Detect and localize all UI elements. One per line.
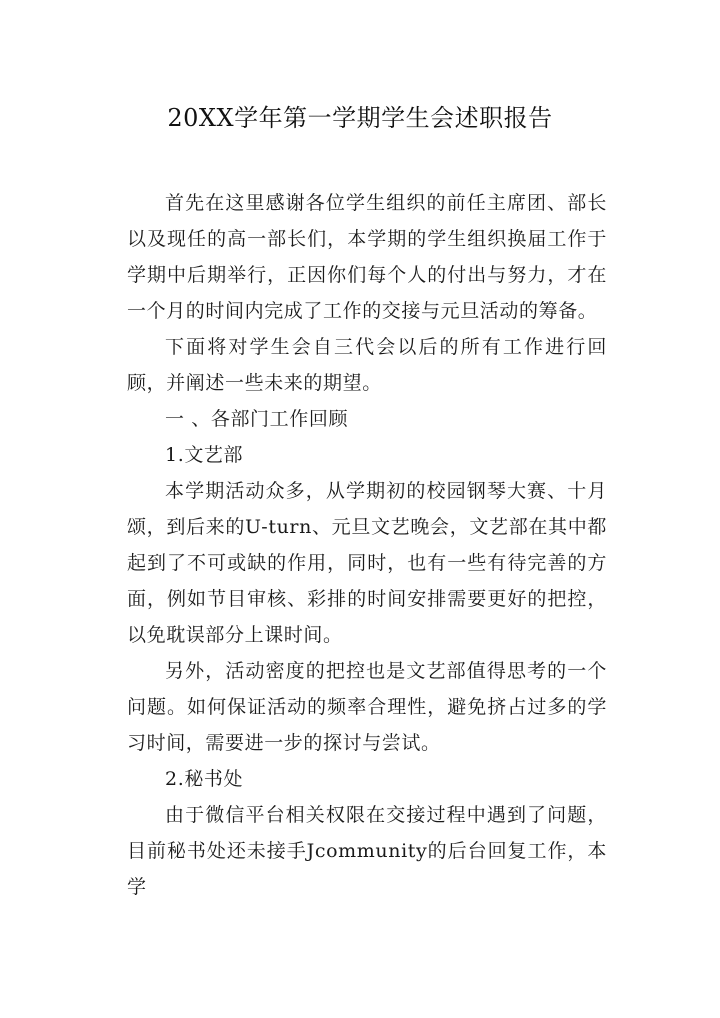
paragraph-thanks: 首先在这里感谢各位学生组织的前任主席团、部长以及现任的高一部长们，本学期的学生组织换届工作于学期中后期举行，正因你们每个人的付出与努力，才在一个月的时间内完成了工作的交接与元旦活动的筹备。	[127, 192, 607, 322]
paragraph-arts-activities: 本学期活动众多，从学期初的校园钢琴大赛、十月颂，到后来的U-turn、元旦文艺晚会，文艺部在其中都起到了不可或缺的作用，同时，也有一些有待完善的方面，例如节目审核、彩排的时间安排需要更好的把控，以免耽误部分上课时间。	[127, 480, 607, 646]
document-title: 20XX学年第一学期学生会述职报告	[167, 104, 553, 132]
document-body	[127, 185, 607, 905]
paragraph-arts-density: 另外，活动密度的把控也是文艺部值得思考的一个问题。如何保证活动的频率合理性，避免挤占过多的学习时间，需要进一步的探讨与尝试。	[127, 660, 607, 754]
paragraph-secretariat: 由于微信平台相关权限在交接过程中遇到了问题，目前秘书处还未接手Jcommunity的后台回复工作，本学	[127, 804, 607, 898]
paragraph-intro: 下面将对学生会自三代会以后的所有工作进行回顾，并阐述一些未来的期望。	[127, 336, 607, 394]
section-heading-department-review: 一 、各部门工作回顾	[165, 408, 349, 430]
subheading-secretariat: 2.秘书处	[165, 768, 244, 790]
subheading-arts-department: 1.文艺部	[165, 444, 244, 466]
